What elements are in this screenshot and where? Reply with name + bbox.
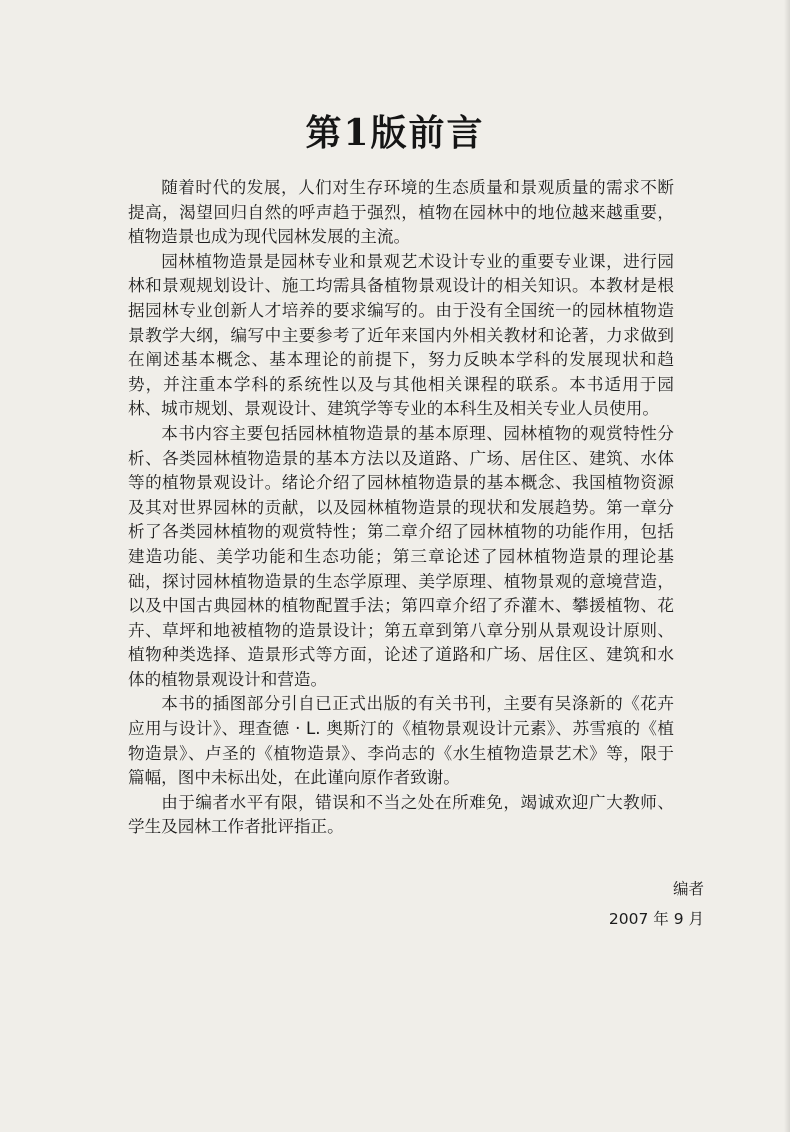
- page-title: 第1版前言: [305, 112, 485, 154]
- paragraph-1: 随着时代的发展，人们对生存环境的生态质量和景观质量的需求不断提高，渴望回归自然的呼声趋于强烈，植物在园林中的地位越来越重要，植物造景也成为现代园林发展的主流。: [128, 178, 674, 247]
- paragraph-2: 园林植物造景是园林专业和景观艺术设计专业的重要专业课，进行园林和景观规划设计、施工均需具备植物景观设计的相关知识。本教材是根据园林专业创新人才培养的要求编写的。由于没有全国统一的园林植物造景教学大纲，编写中主要参考了近年来国内外相关教材和论著，力求做到在阐述基本概念、基本理论的前提下，努力反映本学科的发展现状和趋势，并注重本学科的系统性以及与其他相关课程的联系。本书适用于园林、城市规划、景观设计、建筑学等专业的本科生及相关专业人员使用。: [128, 251, 674, 419]
- paragraph-5: 由于编者水平有限，错误和不当之处在所难免，竭诚欢迎广大教师、学生及园林工作者批评指正。: [128, 792, 674, 837]
- paragraph-3: 本书内容主要包括园林植物造景的基本原理、园林植物的观赏特性分析、各类园林植物造景的基本方法以及道路、广场、居住区、建筑、水体等的植物景观设计。绪论介绍了园林植物造景的基本概念、我国植物资源及其对世界园林的贡献，以及园林植物造景的现状和发展趋势。第一章分析了各类园林植物的观赏特性；第二章介绍了园林植物的功能作用，包括建造功能、美学功能和生态功能；第三章论述了园林植物造景的理论基础，探讨园林植物造景的生态学原理、美学原理、植物景观的意境营造，以及中国古典园林的植物配置手法；第四章介绍了乔灌木、攀援植物、花卉、草坪和地被植物的造景设计；第五章到第八章分别从景观设计原则、植物种类选择、造景形式等方面，论述了道路和广场、居住区、建筑和水体的植物景观设计和营造。: [128, 423, 674, 689]
- paragraph-4: 本书的插图部分引自已正式出版的有关书刊，主要有吴涤新的《花卉应用与设计》、理查德 · L. 奥斯汀的《植物景观设计元素》、苏雪痕的《植物造景》、卢圣的《植物造景》、李尚志的《水生植物造景艺术》等，限于篇幅，图中未标出处，在此谨向原作者致谢。: [128, 694, 674, 788]
- page-edge-shadow: [784, 0, 790, 1132]
- signature-block: [609, 874, 704, 934]
- preface-body: [128, 176, 674, 840]
- signature-date: 2007 年 9 月: [608, 910, 704, 928]
- signature-author: 编者: [672, 880, 704, 898]
